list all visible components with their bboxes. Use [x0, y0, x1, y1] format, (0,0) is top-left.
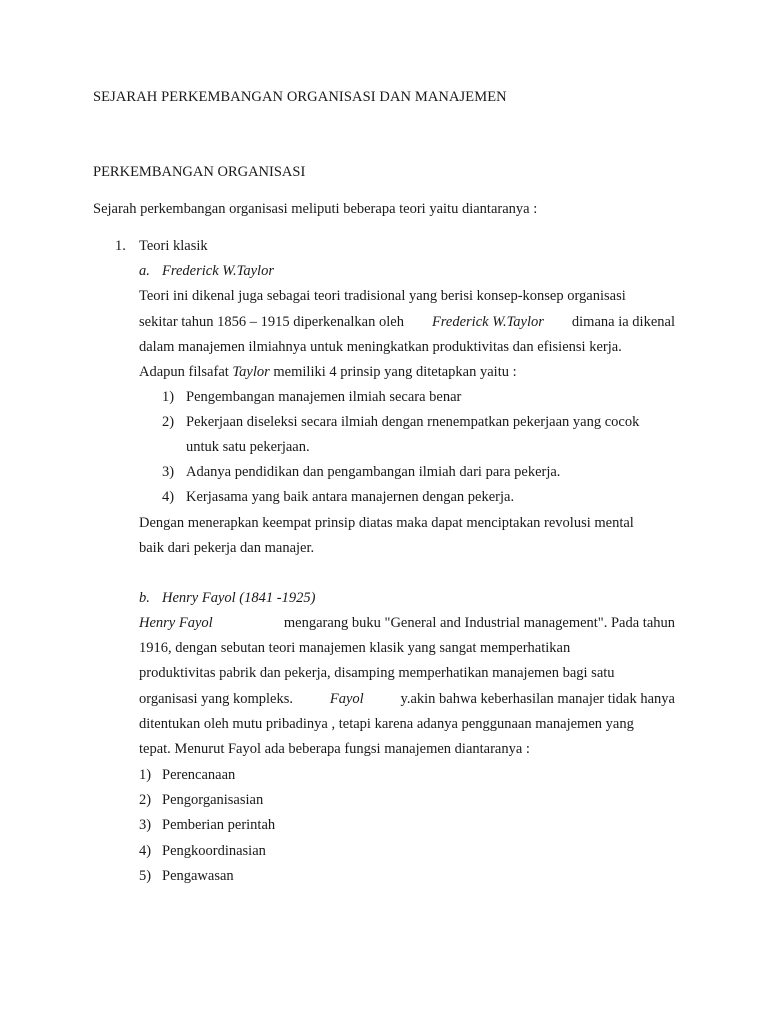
intro-paragraph: Sejarah perkembangan organisasi meliputi beberapa teori yaitu diantaranya :	[93, 201, 538, 217]
paragraph-line	[139, 338, 675, 356]
principle-text: Kerjasama yang baik antara manajernen dengan pekerja.	[186, 489, 515, 505]
paragraph-line	[139, 690, 675, 708]
text-run: dimana ia dikenal	[568, 314, 675, 330]
subheading-fayol: Henry Fayol (1841 -1925)	[162, 590, 316, 606]
paragraph-line	[139, 287, 675, 305]
principle-text: Adanya pendidikan dan pengambangan ilmiah dari para pekerja.	[186, 464, 561, 480]
paragraph-line	[139, 514, 675, 532]
text-run: ditentukan oleh mutu pribadinya , tetapi karena adanya penggunaan manajemen yang	[139, 716, 634, 732]
paragraph-line	[139, 363, 517, 381]
function-number: 5)	[139, 868, 152, 884]
document-title: SEJARAH PERKEMBANGAN ORGANISASI DAN MANAJEMEN	[93, 89, 507, 105]
list-item-label: Teori klasik	[139, 238, 208, 254]
text-run-italic: Fayol	[329, 691, 364, 707]
paragraph-line	[139, 639, 675, 657]
subheading-taylor: Frederick W.Taylor	[162, 263, 274, 279]
principle-text: Pekerjaan diseleksi secara ilmiah dengan rnenempatkan pekerjaan yang cocok	[186, 414, 640, 430]
paragraph-line	[139, 313, 675, 331]
paragraph-line	[139, 614, 675, 632]
text-run: baik dari pekerja dan manajer.	[139, 540, 315, 556]
function-text: Pengkoordinasian	[162, 843, 266, 859]
text-run: Adapun filsafat	[139, 364, 233, 380]
paragraph-line	[139, 740, 530, 758]
section-heading: PERKEMBANGAN ORGANISASI	[93, 164, 306, 180]
text-run: Dengan menerapkan keempat prinsip diatas maka dapat menciptakan revolusi mental	[139, 515, 634, 531]
principle-number: 2)	[162, 414, 175, 430]
function-number: 1)	[139, 767, 152, 783]
principle-text-continued: untuk satu pekerjaan.	[186, 439, 310, 455]
text-run: produktivitas pabrik dan pekerja, disamping memperhatikan manajemen bagi satu	[139, 665, 615, 681]
paragraph-line	[139, 664, 675, 682]
text-run-italic: Henry Fayol	[139, 615, 213, 631]
principle-number: 4)	[162, 489, 175, 505]
text-run: 1916, dengan sebutan teori manajemen klasik yang sangat memperhatikan	[139, 640, 571, 656]
function-number: 4)	[139, 843, 152, 859]
principle-number: 1)	[162, 389, 175, 405]
text-run: tepat. Menurut Fayol ada beberapa fungsi manajemen diantaranya :	[139, 741, 530, 757]
function-text: Perencanaan	[162, 767, 236, 783]
text-run: Teori ini dikenal juga sebagai teori tradisional yang berisi konsep-konsep organisasi	[139, 288, 626, 304]
text-run-italic: Frederick W.Taylor	[431, 314, 544, 330]
text-run: mengarang buku "General and Industrial management". Pada tahun	[280, 615, 675, 631]
sub-letter-b: b.	[139, 590, 150, 606]
paragraph-line	[139, 715, 675, 733]
function-text: Pengawasan	[162, 868, 234, 884]
text-run-italic: Taylor	[232, 364, 270, 380]
function-number: 3)	[139, 817, 152, 833]
principle-number: 3)	[162, 464, 175, 480]
function-number: 2)	[139, 792, 152, 808]
principle-text: Pengembangan manajemen ilmiah secara benar	[186, 389, 462, 405]
text-run: memiliki 4 prinsip yang ditetapkan yaitu :	[269, 364, 517, 380]
text-run: sekitar tahun 1856 – 1915 diperkenalkan oleh	[139, 314, 408, 330]
paragraph-line	[139, 539, 314, 557]
text-run: organisasi yang kompleks.	[139, 691, 297, 707]
list-number: 1.	[115, 238, 126, 254]
text-run: y.akin bahwa keberhasilan manajer tidak hanya	[396, 691, 675, 707]
function-text: Pemberian perintah	[162, 817, 276, 833]
sub-letter-a: a.	[139, 263, 150, 279]
function-text: Pengorganisasian	[162, 792, 264, 808]
text-run: dalam manajemen ilmiahnya untuk meningkatkan produktivitas dan efisiensi kerja.	[139, 339, 622, 355]
